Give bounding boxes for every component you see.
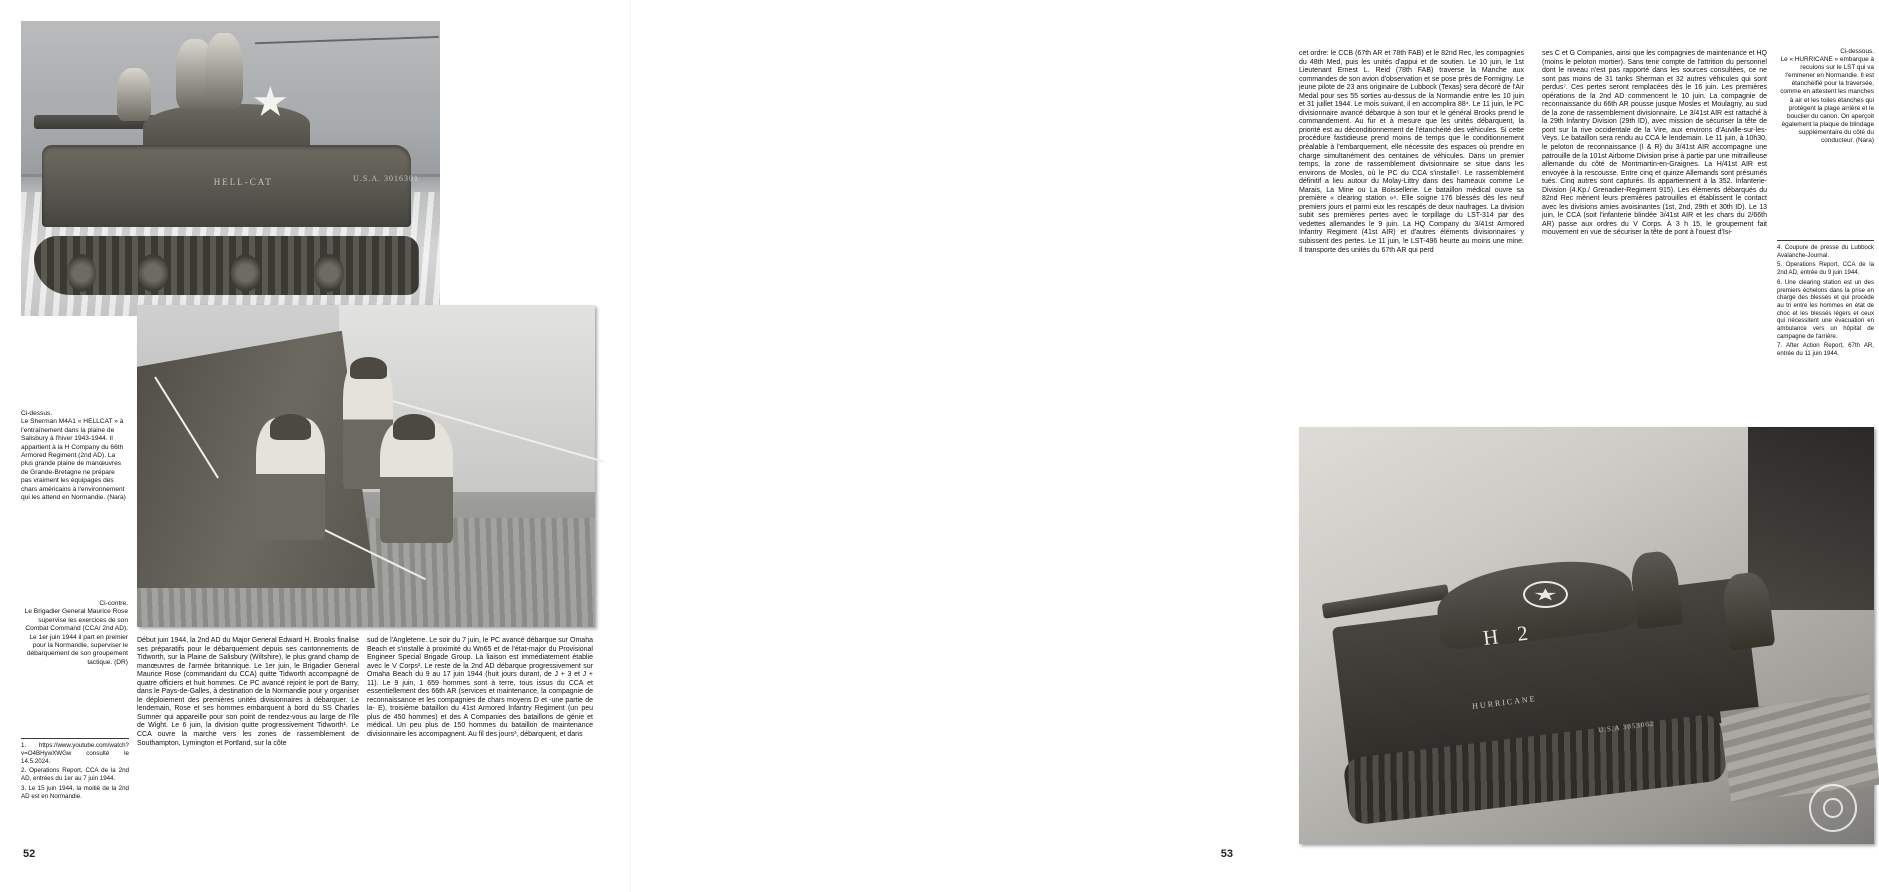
helmet <box>350 357 387 380</box>
body-column-left-1 <box>137 637 359 748</box>
crewman-figure <box>117 68 151 121</box>
road-wheel <box>231 254 260 292</box>
footnote-rule <box>1777 240 1874 241</box>
footnote-item: 3. Le 15 juin 1944, la moitié de la 2nd AD est en Normandie. <box>21 784 129 800</box>
caption-body: Le « HURRICANE » embarque à reculons sur le LST qui va l'emmener en Normandie. Il est étanchéifié pour la traversée, comme en attestent les manches à air et les toiles étanches qui protègent la plage arrière et le bouclier du canon. On aperçoit également la plaque de blindage supplémentaire du côté du conducteur. (Nara) <box>1780 56 1874 145</box>
caption-hurricane <box>1777 48 1874 145</box>
caption-maurice-rose <box>21 600 128 667</box>
footnote-item: 7. After Action Report, 67th AR, entrée du 11 juin 1944. <box>1777 342 1874 358</box>
footnote-item: 4. Coupure de presse du Lubbock Avalanche-Journal. <box>1777 244 1874 259</box>
hull-name-text: HELL-CAT <box>213 177 273 188</box>
body-column-right-1 <box>1299 50 1524 255</box>
photo-sherman-hurricane <box>1299 427 1874 844</box>
hull-name-text: HURRICANE <box>1471 694 1537 711</box>
caption-sherman-hellcat <box>21 410 126 502</box>
helmet <box>270 414 311 440</box>
crewman-figure <box>205 33 243 110</box>
page-number-left: 52 <box>23 848 36 860</box>
road-wheel <box>138 254 167 292</box>
footnotes-left <box>21 738 129 803</box>
road-wheel <box>314 254 343 292</box>
page-number-right: 53 <box>1220 848 1233 860</box>
photo-maurice-rose <box>137 305 595 627</box>
footnote-rule <box>21 738 129 739</box>
body-paragraph: sud de l'Angleterre. Le soir du 7 juin, le PC avancé débarque sur Omaha Beach et s'installe à proximité du Wn65 et de l'état-major du Provisional Engineer Special Brigade Group. La liaison est immédiatement établie avec le V Corps². Le reste de la 2nd AD débarque progressivement sur Omaha Beach du 9 au 17 juin 1944 (huit jours durant, de J + 3 et J + 11). Le 9 juin, 1 659 hommes sont à terre, tous issus du CCA et essentiellement des 66th AR (services et maintenance, la compagnie de reconnaissance et les compagnies de chars moyens D et -une partie de la- E), troisième bataillon du 41st Armored Infantry Regiment (un peu plus de 450 hommes) et des A Companies des bataillons de génie et médical. Un peu plus de 150 hommes du bataillon de maintenance divisionnaire les accompagnent. Au fil des jours³, débarquent, et dans <box>367 637 593 739</box>
caption-body: Le Brigadier General Maurice Rose supervise les exercices de son Combat Command (CCA/ 2nd AD). Le 1er juin 1944 il part en premier pour la Normandie, superviser le débarquement de son groupement tactique. (DR) <box>24 608 128 666</box>
caption-lead: Ci-dessous. <box>1840 48 1874 55</box>
lst-ramp-grating <box>1719 693 1879 802</box>
body-paragraph: ses C et G Companies, ainsi que les compagnies de maintenance et HQ (moins le peloton mortier). Sans tenir compte de l'attrition du personnel dont le niveau n'est pas rapporté dans les sources consultées, ce ne sont pas moins de 31 tanks Sherman et 32 autres véhicules qui sont perdus⁷. Ces pertes seront remplacées dès le 16 juin. Les premières opérations de la 2nd AD commencent le 10 juin. La compagnie de reconnaissance du 66th AR pousse jusque Mosles et Moulagny, au sud de la zone de rassemblement divisionnaire. Le 3/41st AIR est rattaché à la 29th Infantry Division (29th ID), avec mission de sécuriser la tête de pont sur la rive occidentale de la Vire, aux environs d'Auville-sur-les-Veys. Le bataillon sera rendu au CCA le lendemain. Le 11 juin, à 10h30, le peloton de reconnaissance (I & R) du 3/41st AIR accompagne une patrouille de la 101st Airborne Division prise à partie par une mitrailleuse allemande du côté de Montmartin-en-Graignes. La H/41st AIR est envoyée à la rescousse. Entre cinq et quinze Allemands sont présumés tués. Cinq autres sont capturés. Ils appartiennent à la 352. Infanterie-Division (4.Kp./ Grenadier-Regiment 915). Les éléments débarqués du 82nd Rec mènent leurs premières patrouilles et établissent le contact avec les divisions amies avoisinantes (1st, 2nd, 29th et 30th ID). Le 13 juin, le CCA (soit l'infanterie blindée 3/41st AIR et les chars du 2/66th AR) passe aux ordres du V Corps. À 3 h 15, le groupement fait mouvement en vue de sécuriser la tête de pont à l'ouest d'Isi- <box>1542 50 1767 237</box>
hull-serial-text: U.S.A 3053062 <box>1597 719 1655 735</box>
footnote-item: 2. Operations Report, CCA de la 2nd AD, entrées du 1er au 7 juin 1944. <box>21 767 129 783</box>
photo-sherman-hellcat <box>21 21 440 316</box>
body-paragraph: cet ordre: le CCB (67th AR et 78th FAB) et le 82nd Rec, les compagnies du 48th Med, puis les unités d'appui et de soutien. Le 10 juin, le 1st Lieutenant Ernest L. Reid (78th FAB) traverse la Manche aux commandes de son avion d'observation et se pose près de Formigny. Le jeune pilote de 23 ans originaire de Lubbock (Texas) sera décoré de l'Air Medal pour ses 55 sorties au-dessus de la Normandie entre les 10 juin et 31 juillet 1944. Le mois suivant, il en accomplira 88⁴. Le 11 juin, le PC divisionnaire avancé débarque à son tour et le général Brooks prend le commandement. Au fur et à mesure que les unités débarquent, la priorité est au déconditionnement de l'étanchéité des véhicules. Si cette procédure fastidieuse prend moins de temps que le conditionnement préalable à l'embarquement, elle nécessite des espaces où prendre en charge simultanément des centaines de véhicules. Dans un premier temps, la zone de rassemblement divisionnaire se situe dans les environs de Mosles, où le PC du CCA s'installe⁵. Le rassemblement définitif a lieu autour du Molay-Littry dans des hameaux comme Le Marais, La Mine ou La Boissellerie. Le bataillon médical ouvre sa première « clearing station »⁶. Elle soigne 176 blessés dès les neuf premiers jours et parmi eux les rescapés de deux naufrages. La division subit ses premières pertes avec le torpillage du LST-314 par des vedettes allemandes le 9 juin. La HQ Company du 3/41st Armored Infantry Regiment (41st AIR) et d'autres éléments divisionnaires y subissent des pertes. Le 11 juin, le LST-496 heurte au moins une mine. Il transporte des unités du 67th AR qui perd <box>1299 50 1524 254</box>
hull-serial-text: U.S.A. 3016301 <box>353 174 420 184</box>
caption-body: Le Sherman M4A1 « HELLCAT » à l'entraînement dans la plaine de Salisbury à l'hiver 1943-1944. Il appartient à la H Company du 66th Armored Regiment (2nd AD). La plus grande plaine de manœuvres de Grande-Bretagne ne prépare pas vraiment les équipages des chars américains à l'environnement qui les attend en Normandie. (Nara) <box>21 418 126 502</box>
helmet <box>393 414 434 440</box>
footnote-item: 6. Une clearing station est un des premiers échelons dans la prise en charge des blessés et qui procède au tri entre les hommes en état de choc et les blessés légers et ceux qui nécessitent une évacuation en ambulance vers un hôpital de campagne de l'arrière. <box>1777 278 1874 340</box>
caption-lead: Ci-dessus. <box>21 410 53 417</box>
page-right <box>631 0 1874 892</box>
caption-lead: Ci-contre. <box>99 600 128 607</box>
footnote-item: 1. https://www.youtube.com/watch?v=O4BHywXWGw consulté le 14.5.2024. <box>21 742 129 765</box>
turret-code-text: H 2 <box>1481 619 1537 651</box>
allied-star-roundel <box>1523 581 1567 608</box>
page-left <box>0 0 631 892</box>
footnote-item: 5. Operations Report, CCA de la 2nd AD, entrée du 9 juin 1944. <box>1777 261 1874 277</box>
body-paragraph: Début juin 1944, la 2nd AD du Major General Edward H. Brooks finalise ses préparatifs pour le débarquement depuis ses cantonnements de Tidworth, sur la Plaine de Salisbury (Wiltshire), le plus grand champ de manœuvres de l'armée britannique. Le 1er juin, le Brigadier General Maurice Rose (commandant du CCA) quitte Tidworth accompagné de quatre officiers et huit hommes. Ce PC avancé rejoint le port de Barry, dans le Pays-de-Galles, à destination de la Normandie pour y organiser le déploiement des premières unités divisionnaires à débarquer. Le lendemain, Rose et ses hommes embarquent à bord du SS Charles Sumner qui appareille pour son point de rendez-vous au large de l'île de Wight. Le 6 juin, la division quitte progressivement Tidworth¹. Le CCA ouvre la marche vers les zones de rassemblement de Southampton, Lymington et Portland, sur la côte <box>137 637 359 747</box>
lst-bulkhead-shadow <box>1748 427 1875 610</box>
footnotes-right <box>1777 240 1874 360</box>
body-column-right-2 <box>1542 50 1767 238</box>
body-column-left-2 <box>367 637 593 740</box>
